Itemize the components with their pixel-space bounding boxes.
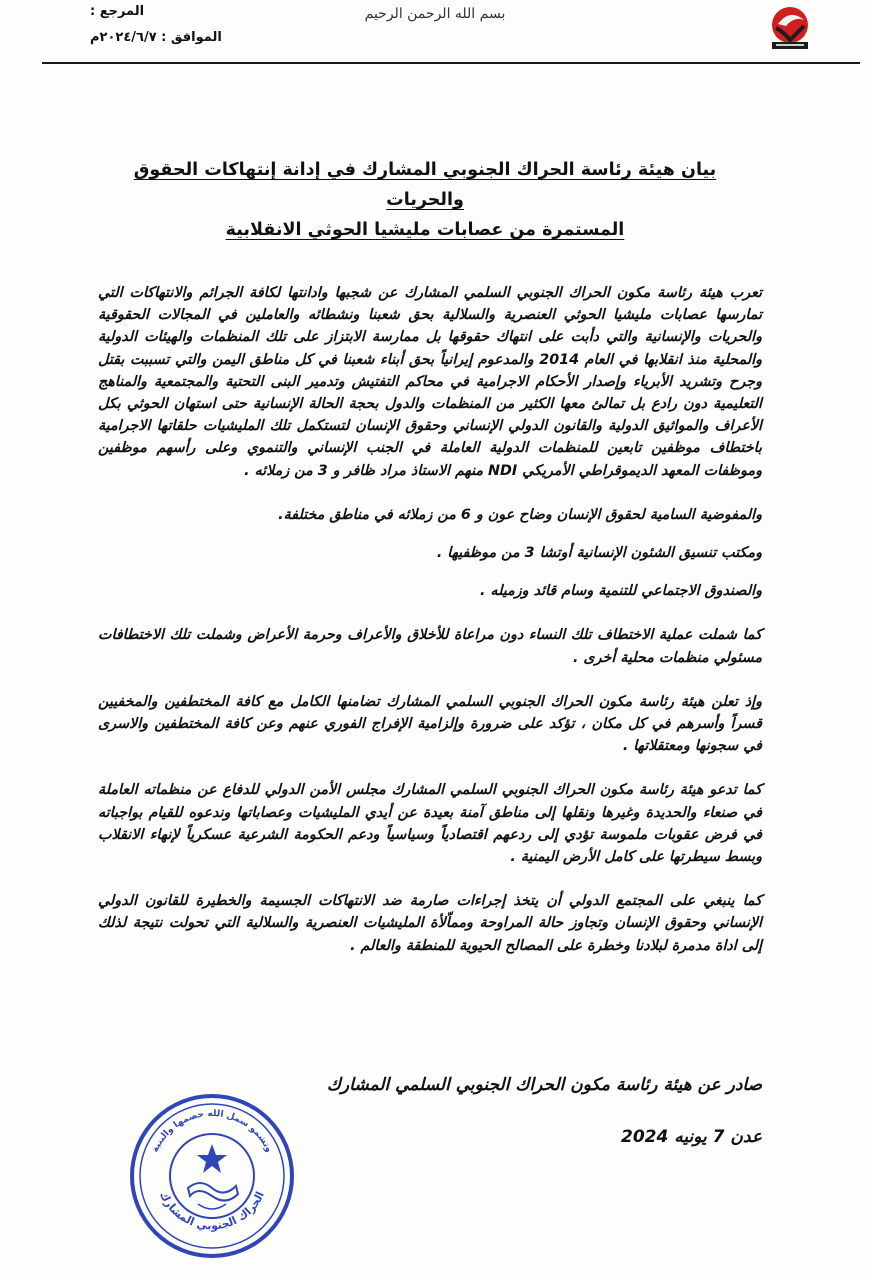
date-value: ٢٠٢٤/٦/٧م — [90, 30, 157, 45]
body-paragraph: تعرب هيئة رئاسة مكون الحراك الجنوبي السلمي المشارك عن شجبها وادانتها لكافة الجرائم والانتهاكات التي تمارسها عصابات مليشيا الحوثي العنصرية والسلالية بحق شعبنا ونشطائه والعاملين في المجالات الحقوقية والحريات والإنسانية والتي دأبت على انتهاك حقوقها بل ممارسة الابتزاز على تلك المنظمات والهيئات الدولية والمحلية منذ انقلابها في العام 2014 والمدعوم إيرانياً بحق أبناء شعبنا في كل مناطق اليمن والتي تسببت بقتل وجرح وتشريد الأبرياء وإصدار الأحكام الاجرامية في محاكم التفتيش وتدمير البنى التحتية والمجتمعية والمناهج التعليمية دون رادع بل تمالئ معها الكثير من المنظمات والدول بحجة الحالة الإنسانية حتى استهان الحوثي بكل الأعراف والمواثيق الدولية والقانون الدولي الإنساني وحقوق الإنسان لتستكمل تلك المليشيات حلقاتها الاجرامية باختطاف موظفين تابعين للمنظمات الدولية العاملة في الجنب الإنساني والتنموي وعلى رأسهم موظفين وموظفات المعهد الديموقراطي الأمريكي NDI منهم الاستاذ مراد ظافر و 3 من زملائه . — [98, 285, 762, 479]
statement-body — [98, 282, 762, 957]
issuer-line: صادر عن هيئة رئاسة مكون الحراك الجنوبي السلمي المشارك — [326, 1075, 762, 1095]
body-paragraph: كما ينبغي على المجتمع الدولي أن يتخذ إجراءات صارمة ضد الانتهاكات الجسيمة والخطيرة للقانون الدولي الإنساني وحقوق الإنسان وتجاوز حالة المراوحة ومماّلأة المليشيات العنصرية والسلالية التي تحولت نتيجة لذلك إلى اداة مدمرة لبلادنا وخطرة على المصالح الحيوية للمنطقة والعالم . — [98, 893, 762, 954]
header-divider — [42, 62, 860, 64]
body-paragraph: والمفوضية السامية لحقوق الإنسان وضاح عون و 6 من زملائه في مناطق مختلفة. — [278, 506, 762, 523]
seal-text-top: وتشمو سمل الله حصمها والبنية — [150, 1108, 274, 1155]
body-paragraph: والصندوق الاجتماعي للتنمية وسام قائد وزميله . — [480, 583, 762, 600]
statement-title — [110, 155, 740, 245]
seal-text-bottom: الحراك الجنوبي المشارك — [156, 1189, 267, 1233]
date-label: الموافق : — [161, 30, 222, 45]
body-paragraph: كما تدعو هيئة رئاسة مكون الحراك الجنوبي السلمي المشارك مجلس الأمن الدولي للدفاع عن منظماته العاملة في صنعاء والحديدة وغيرها ونقلها إلى مناطق آمنة بعيدة عن أيدي المليشيات وعصاباتها وندعوه للقيام بواجباته في فرض عقوبات ملموسة تؤدي إلى ردعهم اقتصادياً وسياسياً ودعم الحكومة الشرعية عسكرياً لإنهاء الانقلاب وبسط سيطرتها على كامل الأرض اليمنية . — [98, 782, 762, 866]
official-seal-icon — [128, 1092, 296, 1260]
date-line — [90, 30, 222, 45]
issue-date: عدن 7 يونيه 2024 — [621, 1127, 762, 1147]
title-line-2: المستمرة من عصابات مليشيا الحوثي الانقلابية — [225, 220, 625, 240]
title-line-1: بيان هيئة رئاسة الحراك الجنوبي المشارك في إدانة إنتهاكات الحقوق والحريات — [133, 160, 717, 210]
body-paragraph: وإذ تعلن هيئة رئاسة مكون الحراك الجنوبي السلمي المشارك تضامنها الكامل مع كافة المختطفين والمخفيين قسراً وأسرهم في كل مكان ، تؤكد على ضرورة وإلزامية الإفراج الفوري عنهم وعن كافة المختطفين والاسرى في سجونها ومعتقلاتها . — [98, 693, 762, 755]
basmala: بسم الله الرحمن الرحيم — [364, 6, 506, 22]
reference-line — [90, 4, 144, 19]
reference-label: المرجع : — [90, 4, 145, 19]
body-paragraph: كما شملت عملية الاختطاف تلك النساء دون مراعاة للأخلاق والأعراف وحرمة الأعراض وشملت تلك الاختطافات مسئولي منظمات محلية أخرى . — [98, 627, 762, 666]
seal-star-icon — [197, 1144, 227, 1173]
seal-handshake-icon — [188, 1183, 238, 1201]
body-paragraph: ومكتب تنسيق الشئون الإنسانية أوتشا 3 من موظفيها . — [436, 545, 762, 562]
movement-emblem-icon — [764, 2, 816, 52]
